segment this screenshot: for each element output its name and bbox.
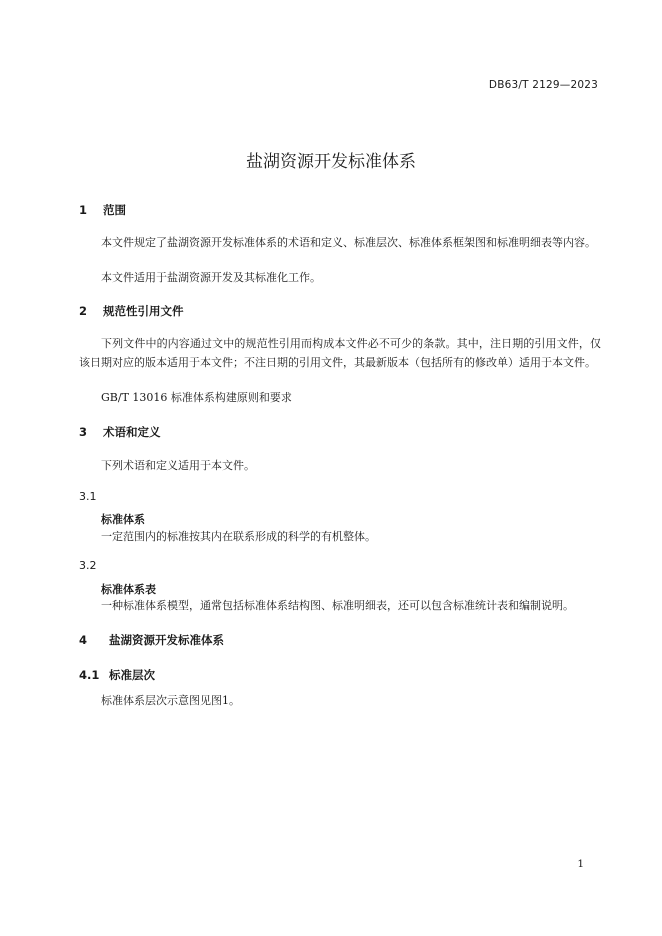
normative-reference: GB/T 13016 标准体系构建原则和要求: [101, 391, 292, 404]
section-3-intro: 下列术语和定义适用于本文件。: [101, 459, 255, 472]
section-number: 3: [79, 425, 88, 439]
section-2-normative-paragraph: 下列文件中的内容通过文中的规范性引用而构成本文件必不可少的条款。其中，注日期的引用文件，仅该日期对应的版本适用于本文件；不注日期的引用文件，其最新版本（包括所有的修改单）适用于本文件。: [79, 337, 601, 369]
page-number: 1: [577, 858, 584, 870]
document-title: 盐湖资源开发标准体系: [246, 152, 416, 172]
section-4-heading: [79, 632, 224, 648]
subsection-title: 标准层次: [109, 668, 156, 682]
section-number: 4: [79, 633, 88, 647]
section-1-applicability-paragraph: 本文件适用于盐湖资源开发及其标准化工作。: [101, 271, 321, 284]
section-2-heading: [79, 303, 184, 319]
subsection-4-1-paragraph: 标准体系层次示意图见图1。: [101, 694, 240, 707]
term-3-2-definition: 一种标准体系模型，通常包括标准体系结构图、标准明细表，还可以包含标准统计表和编制说明。: [101, 599, 574, 612]
subsection-number: 4.1: [79, 668, 100, 682]
section-1-scope-paragraph: 本文件规定了盐湖资源开发标准体系的术语和定义、标准层次、标准体系框架图和标准明细表等内容。: [101, 236, 596, 249]
section-title: 规范性引用文件: [103, 304, 184, 318]
term-3-1-definition: 一定范围内的标准按其内在联系形成的科学的有机整体。: [101, 530, 376, 543]
document-number: DB63/T 2129—2023: [488, 79, 598, 91]
subsection-4-1-heading: [79, 667, 155, 683]
section-title: 术语和定义: [103, 425, 161, 439]
term-3-2-number: 3.2: [79, 559, 97, 572]
section-1-heading: [79, 202, 126, 218]
term-3-1-name: 标准体系: [101, 513, 145, 526]
section-3-heading: [79, 424, 161, 440]
term-3-2-name: 标准体系表: [101, 583, 156, 596]
section-number: 1: [79, 203, 88, 217]
section-title: 范围: [103, 203, 127, 217]
section-title: 盐湖资源开发标准体系: [109, 633, 225, 647]
term-3-1-number: 3.1: [79, 490, 97, 503]
section-number: 2: [79, 304, 88, 318]
